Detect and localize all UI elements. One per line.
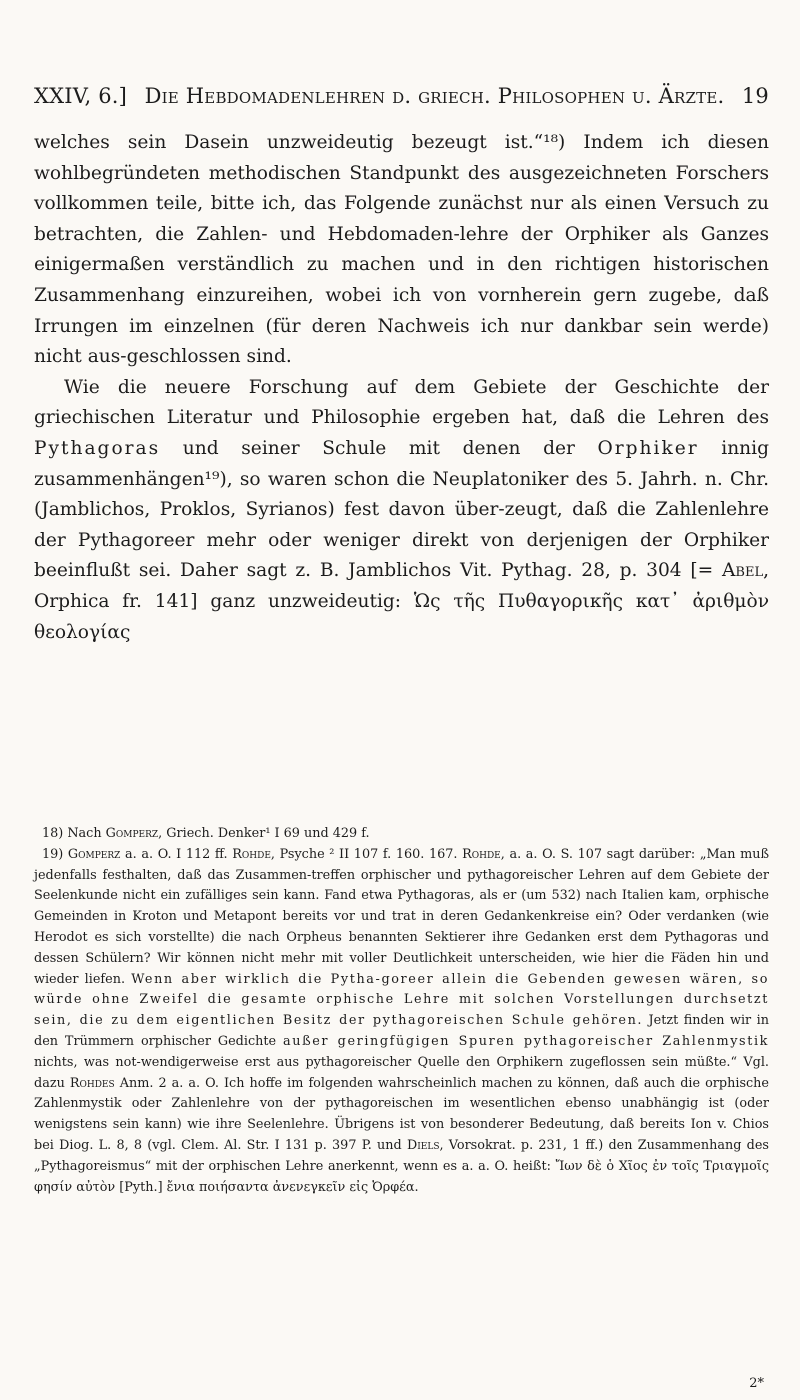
fn19-author-rohdes: Rohdes — [69, 1075, 115, 1091]
page-number: 19 — [741, 84, 769, 108]
paragraph-2 — [34, 373, 769, 648]
fn19-author-gomperz: Gomperz — [67, 846, 121, 862]
fn18-text-a: 18) Nach — [42, 826, 106, 841]
fn19-emphasis-1: Wenn aber wirklich die Pytha-goreer allein die Gebenden gewesen wären, so würde ohne Zweifel die gesamte orphische Lehre mit solchen Vorstellungen durchsetzt sein, die zu dem eigentlichen Besitz der pythagoreischen Schule gehören. — [34, 971, 769, 1029]
main-text — [34, 128, 769, 648]
fn19-text-h: , Vorsokrat. p. 231, 1 ff.) den Zusammenhang des „Pythagoreismus“ mit der orphischen Lehre anerkennt, wenn es a. a. O. heißt: Ἴων δὲ ὁ Χῖος ἐν τοῖς Τριαγμοῖς φησίν αὐτὸν [Pyth.] ἔνια ποιήσαντα ἀνενεγκεῖν εἰς Ὀρφέα. — [34, 1137, 769, 1195]
fn19-text-f: nichts, was not-wendigerweise erst aus pythagoreischer Quelle den Orphikern zugeflossen sein müßte.“ Vgl. dazu — [34, 1054, 769, 1091]
footnote-19 — [34, 845, 769, 1199]
fn19-author-rohde-2: Rohde — [462, 846, 501, 862]
fn19-emphasis-2: außer geringfügigen Spuren pythagoreischer Zahlenmystik — [283, 1033, 769, 1049]
fn19-text-b: a. a. O. I 112 ff. — [120, 846, 233, 862]
footnote-18 — [34, 824, 769, 845]
fn19-author-diels: Diels — [406, 1137, 440, 1153]
footnotes — [34, 824, 769, 1198]
fn19-text-a: 19) — [42, 846, 68, 862]
header-title: Die Hebdomadenlehren d. griech. Philosophen u. Ärzte. — [144, 84, 725, 108]
fn18-text-b: , Griech. Denker¹ I 69 und 429 f. — [158, 826, 370, 841]
header-section: XXIV, 6.] — [34, 84, 128, 108]
p2-name-abel: Abel — [721, 560, 764, 582]
p2-text-b: und seiner Schule mit denen der — [160, 437, 598, 459]
fn19-text-c: , Psyche ² II 107 f. 160. 167. — [270, 846, 463, 862]
fn19-author-rohde-1: Rohde — [232, 846, 271, 862]
fn19-text-g: Anm. 2 a. a. O. Ich hoffe im folgenden wahrscheinlich machen zu können, daß auch die orphische Zahlenmystik oder Zahlenlehre von der pythagoreischen im wesentlichen ebenso unabhängig ist (oder wenigstens sein kann) wie ihre Seelenlehre. Übrigens ist von besonderer Bedeutung, daß bereits Ion v. Chios bei Diog. L. 8, 8 (vgl. Clem. Al. Str. I 131 p. 397 P. und — [34, 1075, 769, 1153]
fn19-text-d: , a. a. O. S. 107 sagt darüber: „Man muß jedenfalls festhalten, daß das Zusammen-treffen orphischer und pythagoreischer Lehren auf dem Gebiete der Seelenkunde nicht ein zufälliges sein kann. Fand etwa Pythagoras, als er (um 532) nach Italien kam, orphische Gemeinden in Kroton und Metapont bereits vor und trat in deren Gedankenkreise ein? Oder verdanken (wie Herodot es sich vorstellte) die nach Orpheus benannten Sektierer ihre Gedanken erst dem Pythagoras und dessen Schülern? Wir können nicht mehr mit voller Deutlichkeit unterscheiden, wie hier die Fäden hin und wieder liefen. — [34, 846, 769, 987]
paragraph-1: welches sein Dasein unzweideutig bezeugt ist.“¹⁸) Indem ich diesen wohlbegründeten methodischen Standpunkt des ausgezeichneten Forschers vollkommen teile, bitte ich, das Folgende zunächst nur als einen Versuch zu betrachten, die Zahlen- und Hebdomaden-lehre der Orphiker als Ganzes einigermaßen verständlich zu machen und in den richtigen historischen Zusammenhang einzureihen, wobei ich von vornherein gern zugebe, daß Irrungen im einzelnen (für deren Nachweis ich nur dankbar sein werde) nicht aus-geschlossen sind. — [34, 132, 769, 368]
p2-text-a: Wie die neuere Forschung auf dem Gebiete der Geschichte der griechischen Literatur und Philosophie ergeben hat, daß die Lehren des — [34, 376, 769, 429]
p2-text-d: , Orphica fr. 141] ganz unzweideutig: Ὡς τῆς Πυθαγορικῆς κατ᾽ ἀριθμὸν θεολογίας — [34, 560, 769, 643]
running-header — [34, 84, 769, 108]
p2-name-pythagoras: Pythagoras — [34, 437, 161, 459]
fn18-author: Gomperz — [105, 826, 159, 841]
p2-text-c: innig zusammenhängen¹⁹), so waren schon die Neuplatoniker des 5. Jahrh. n. Chr. (Jamblichos, Proklos, Syrianos) fest davon über-zeugt, daß die Zahlenlehre der Pythagoreer mehr oder weniger direkt von derjenigen der Orphiker beeinflußt sei. Daher sagt z. B. Jamblichos Vit. Pythag. 28, p. 304 [= — [34, 437, 769, 582]
signature-mark: 2* — [749, 1376, 764, 1391]
p2-name-orphiker: Orphiker — [597, 437, 699, 459]
fn19-text-e: Jetzt finden wir in den Trümmern orphischer Gedichte — [34, 1013, 769, 1049]
